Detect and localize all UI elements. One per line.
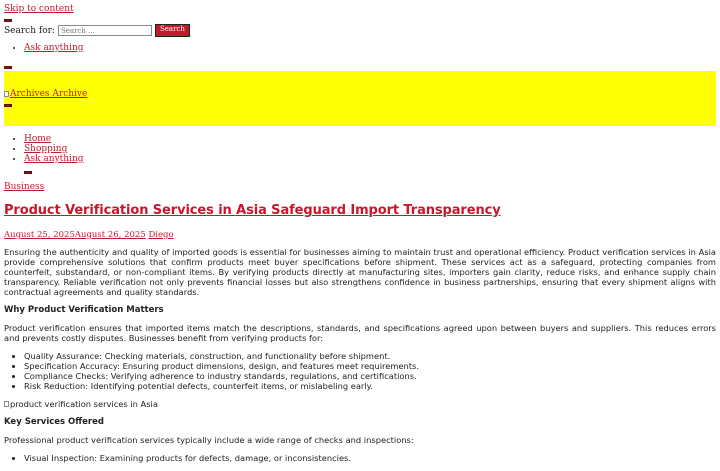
- main-menu-item: [24, 154, 84, 164]
- post-category-link[interactable]: Business: [4, 182, 45, 192]
- search-toggle-button[interactable]: [4, 19, 12, 22]
- post-published-date: August 25, 2025: [4, 230, 75, 240]
- search-button[interactable]: Search: [155, 24, 190, 37]
- search-label: Search for:: [4, 25, 55, 36]
- banner-image-alt: Archives Archive: [10, 89, 88, 99]
- main-menu: [4, 134, 84, 164]
- menu-toggle-button[interactable]: [4, 66, 12, 69]
- main-menu-link-home[interactable]: Home: [24, 134, 52, 144]
- post-intro: Ensuring the authenticity and quality of imported goods is essential for businesses aiming to maintain trust and operational efficiency. Product verification services in Asia provide comprehensive solutions that confirm products meet buyer specifications before shipment. These services act as a safeguard, protecting companies from counterfeit, substandard, or non-compliant items. By verifying products directly at manufacturing sites, importers gain clarity, reduce risks, and enhance supply chain transparency. Reliable verification not only prevents financial losses but also strengthens confidence in business partnerships, ensuring that every shipment aligns with contractual agreements and quality standards.: [4, 247, 716, 297]
- skip-to-content-link[interactable]: Skip to content: [4, 4, 74, 14]
- post-content: [4, 247, 716, 471]
- list-item: • Risk Reduction: Identifying potential defects, counterfeit items, or mislabeling early.: [24, 381, 716, 391]
- services-list: [4, 453, 716, 463]
- main-menu-link-shopping[interactable]: Shopping: [24, 144, 68, 154]
- top-menu-item: [24, 43, 84, 53]
- broken-image-icon: [4, 401, 9, 407]
- list-item: • Specification Accuracy: Ensuring product dimensions, design, and features meet requirements.: [24, 361, 716, 371]
- list-item: • Visual Inspection: Examining products for defects, damage, or inconsistencies.: [24, 453, 716, 463]
- top-menu: [4, 43, 84, 53]
- section-heading-key-services: Key Services Offered: [4, 417, 104, 427]
- main-menu-item: [24, 144, 84, 154]
- header-banner: [4, 71, 716, 126]
- broken-image-icon: [4, 91, 9, 97]
- post-date-link[interactable]: [4, 230, 146, 240]
- main-menu-link-ask-anything[interactable]: Ask anything: [24, 154, 84, 164]
- search-form: [4, 24, 190, 37]
- list-item: • Compliance Checks: Verifying adherence to industry standards, regulations, and certifications.: [24, 371, 716, 381]
- section-paragraph: Professional product verification services typically include a wide range of checks and inspections:: [4, 435, 414, 445]
- post-author-link[interactable]: Diego: [148, 230, 174, 240]
- benefits-list: [4, 351, 716, 391]
- top-menu-link-ask-anything[interactable]: Ask anything: [24, 43, 84, 53]
- header-toggle-button[interactable]: [4, 104, 12, 107]
- section-heading-why-verification: Why Product Verification Matters: [4, 305, 164, 315]
- search-input[interactable]: [58, 25, 152, 36]
- article-image-alt: product verification services in Asia: [10, 399, 158, 409]
- post-updated-date: August 26, 2025: [74, 230, 146, 240]
- main-menu-item: [24, 134, 84, 144]
- post-meta: [4, 230, 174, 240]
- post-title[interactable]: Product Verification Services in Asia Safeguard Import Transparency: [4, 203, 501, 218]
- submenu-toggle-button[interactable]: [24, 171, 32, 174]
- list-item: • Quality Assurance: Checking materials, construction, and functionality before shipment.: [24, 351, 716, 361]
- article-image: [4, 399, 716, 409]
- section-paragraph: Product verification ensures that imported items match the descriptions, standards, and specifications agreed upon between buyers and suppliers. This reduces errors and prevents costly disputes. Businesses benefit from verifying products for:: [4, 323, 716, 343]
- banner-image-link[interactable]: [4, 89, 87, 99]
